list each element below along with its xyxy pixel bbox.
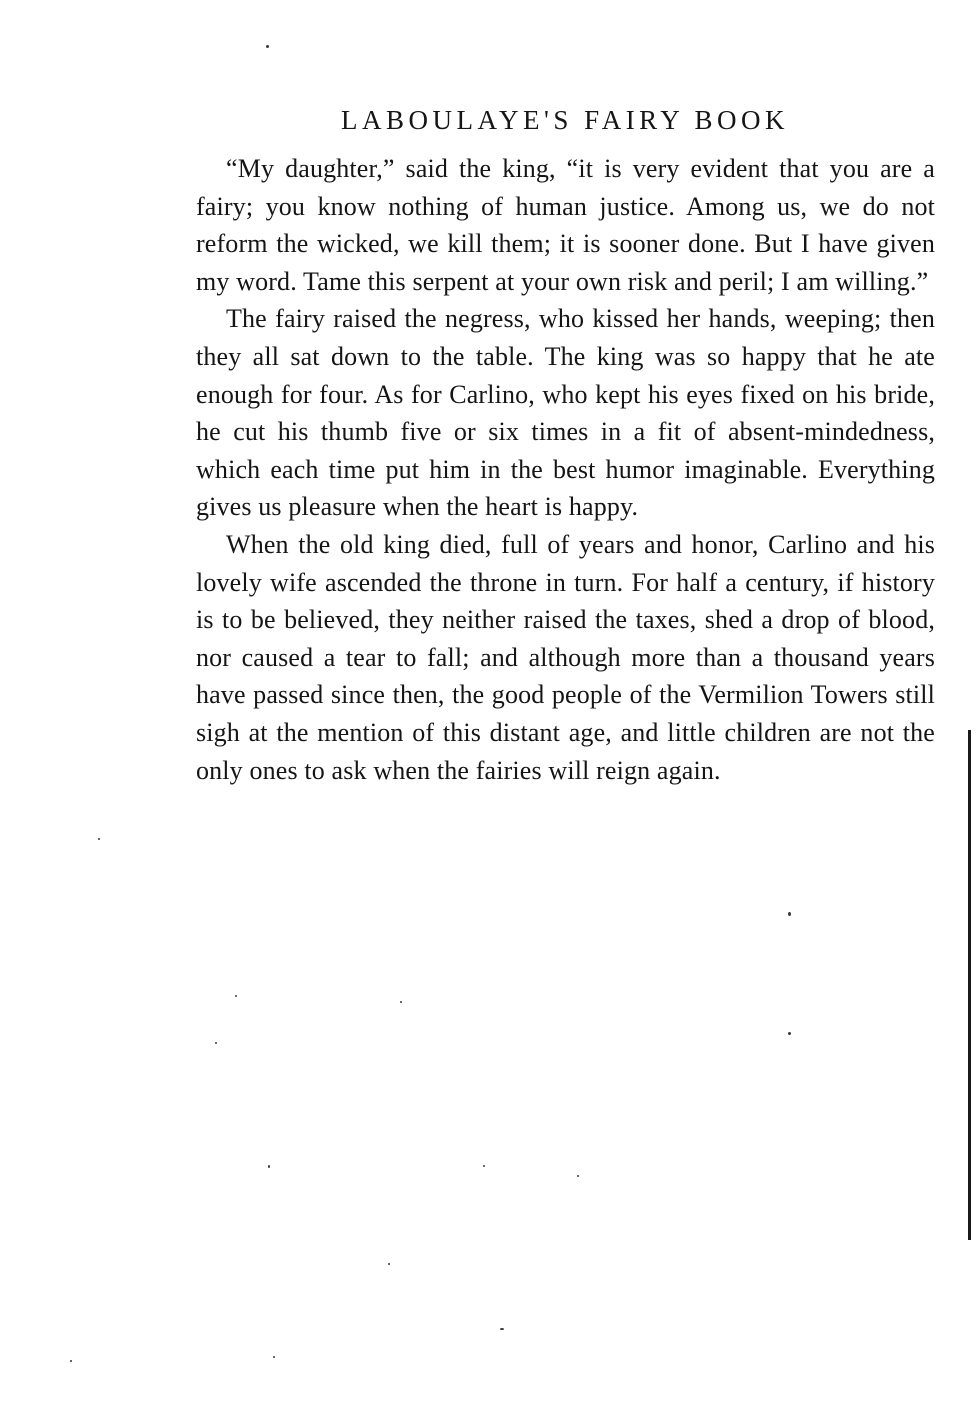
paragraph-1: “My daughter,” said the king, “it is very evident that you are a fairy; you know nothing of human justice. Among us, we do not reform the wicked, we kill them; it is sooner done. But I have given my word. Tame this serpent at your own risk and peril; I am willing.”	[196, 154, 935, 296]
scan-speck	[235, 995, 237, 997]
paragraph-3: When the old king died, full of years and honor, Carlino and his lovely wife ascended the throne in turn. For half a century, if history is to be believed, they neither raised the taxes, shed a drop of blood, nor caused a tear to fall; and although more than a thousand years have passed since then, the good people of the Vermilion Towers still sigh at the mention of this distant age, and little children are not the only ones to ask when the fairies will reign again.	[196, 529, 935, 785]
scan-speck	[788, 912, 791, 916]
scan-speck	[483, 1165, 485, 1167]
scan-speck	[268, 1165, 270, 1168]
scan-speck	[70, 1360, 72, 1362]
scan-edge-line	[968, 730, 971, 1240]
scan-speck	[577, 1175, 579, 1177]
scan-speck	[273, 1356, 275, 1358]
scan-speck	[500, 1328, 504, 1330]
paragraph-2: The fairy raised the negress, who kissed her hands, weeping; then they all sat down to the table. The king was so happy that he ate enough for four. As for Carlino, who kept his eyes fixed on his bride, he cut his thumb five or six times in a fit of absent-mindedness, which each time put him in the best humor imaginable. Everything gives us pleasure when the heart is happy.	[196, 304, 935, 522]
scan-speck	[788, 1032, 791, 1035]
running-head: LABOULAYE'S FAIRY BOOK	[341, 105, 789, 135]
scan-speck	[400, 1001, 402, 1003]
scan-speck	[215, 1042, 217, 1044]
scan-speck	[266, 45, 269, 48]
scan-speck	[98, 838, 100, 840]
scan-speck	[388, 1263, 390, 1265]
body-text	[196, 150, 935, 789]
